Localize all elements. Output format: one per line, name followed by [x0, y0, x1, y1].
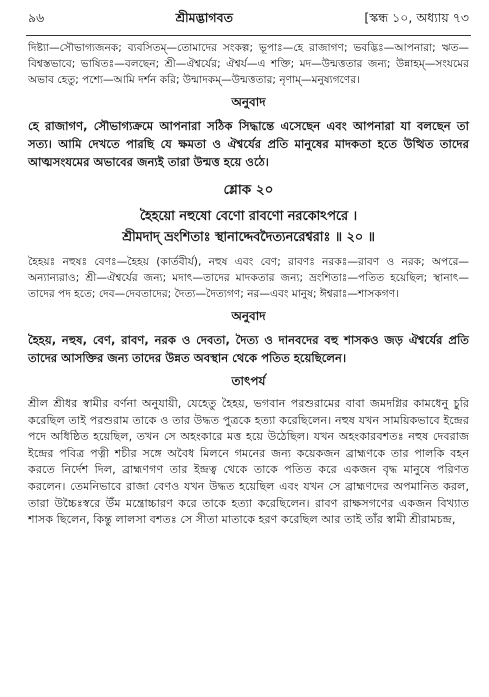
purport-heading: তাৎপর্য	[231, 374, 266, 388]
page-body	[28, 40, 469, 529]
translation-2: হৈহয়, নহুষ, বেণ, রাবণ, নরক ও দেবতা, দৈত্য ও দানবদের বহু শাসকও জড় ঐশ্বর্যের প্রতি তাদের আসক্তির জন্য তাদের উন্নত অবস্থান থেকে পতিত হয়েছিলেন।	[28, 333, 469, 365]
book-title: শ্রীমদ্ভাগবত	[175, 10, 233, 25]
word-gloss-1: দিষ্ট্যা—সৌভাগ্যজনক; ব্যবসিতম্—তোমাদের সংকল্প; ভূপাঃ—হে রাজাগণ; ভবদ্ভিঃ—আপনারা; ঋত—বিশ্বস্তভাবে; ভাষিতঃ—বলছেন; শ্রী—ঐশ্বর্যের; ঐশ্বর্য—এ শক্তি; মদ—উন্মত্ততার জন্য; উন্নাহম্—সংযমের অভাব হেতু; পশ্যে—আমি দর্শন করি; উন্মাদকম্—উন্মত্ততার; নৃণাম্—মনুষ্যগণের।	[28, 42, 469, 86]
chapter-reference: [স্কন্ধ ১০, অধ্যায় ৭৩	[364, 10, 469, 25]
translation-1: হে রাজাগণ, সৌভাগ্যক্রমে আপনারা সঠিক সিদ্ধান্তে এসেছেন এবং আপনারা যা বলছেন তা সত্য। আমি দেখতে পারছি যে ক্ষমতা ও ঐশ্বর্যের প্রতি মানুষের মাদকতা হতে উত্থিত তাদের আত্মসংযমের অভাবের জন্যই তারা উন্মত্ত হয়ে ওঠে।	[28, 119, 469, 169]
header-divider	[26, 35, 471, 36]
word-gloss-2: হৈহয়ঃ নহুষঃ বেণঃ—হৈহয় (কার্তবীর্য), নহুষ এবং বেণ; রাবণঃ নরকঃ—রাবণ ও নরক; অপরে—অন্যান্যরাও; শ্রী—ঐশ্বর্যের জন্য; মদাৎ—তাদের মাদকতার জন্য; ভ্রংশিতাঃ—পতিত হয়েছিল; স্থানাৎ—তাদের পদ হতে; দেব—দেবতাদের; দৈত্য—দৈত্যগণ; নর—এবং মানুষ; ঈশ্বরাঃ—শাসকগণ।	[28, 256, 469, 300]
page-header	[28, 8, 469, 32]
verse-line-1: হৈহয়ো নহুষো বেণো রাবণো নরকোঽপরে ।	[139, 209, 358, 224]
verse-heading: শ্লোক ২০	[223, 182, 274, 198]
purport-text: শ্রীল শ্রীধর স্বামীর বর্ণনা অনুযায়ী, যেহেতু হৈহয়, ভগবান পরশুরামের বাবা জমদগ্নির কামধেনু চুরি করেছিল তাই পরশুরাম তাকে ও তার উদ্ধত পুত্রকে হত্যা করেছিলেন। নহুষ যখন সাময়িকভাবে ইন্দ্রের পদে অধিষ্ঠিত হয়েছিল, তখন সে অহংকারে মত্ত হয়ে উঠেছিল। যখন অহংকারবশতঃ নহুষ দেবরাজ ইন্দ্রের পবিত্র পত্নী শচীর সঙ্গে অবৈধ মিলনে গমনের জন্য কয়েকজন ব্রাহ্মণকে তার পালকি বহন করতে নির্দেশ দিল, ব্রাহ্মণগণ তার ইন্দ্রত্ব থেকে তাকে পতিত করে একজন বৃদ্ধ মানুষে পরিণত করলেন। তেমনিভাবে রাজা বেণও যখন উদ্ধত হয়েছিল এবং যখন সে ব্রাহ্মণদের অপমানিত করল, তারা উচ্চৈঃস্বরে উঁম মন্ত্রোচ্চারণ করে তাকে হত্যা করেছিলেন। রাবণ রাক্ষসগণের একজন বিখ্যাত শাসক ছিলেন, কিন্তু লালসা বশতঃ সে সীতা মাতাকে হরণ করেছিল আর তাই তাঁর স্বামী শ্রীরামচন্দ্র,	[28, 397, 469, 527]
verse-line-2: শ্রীমদাদ্ ভ্রংশিতাঃ স্থানাদ্দেবদৈত্যনরেশ্বরাঃ ॥ ২০ ॥	[122, 230, 375, 245]
translation-heading-2: অনুবাদ	[231, 309, 266, 323]
translation-heading-1: অনুবাদ	[231, 95, 266, 109]
page-number: ৯৬	[28, 10, 45, 25]
